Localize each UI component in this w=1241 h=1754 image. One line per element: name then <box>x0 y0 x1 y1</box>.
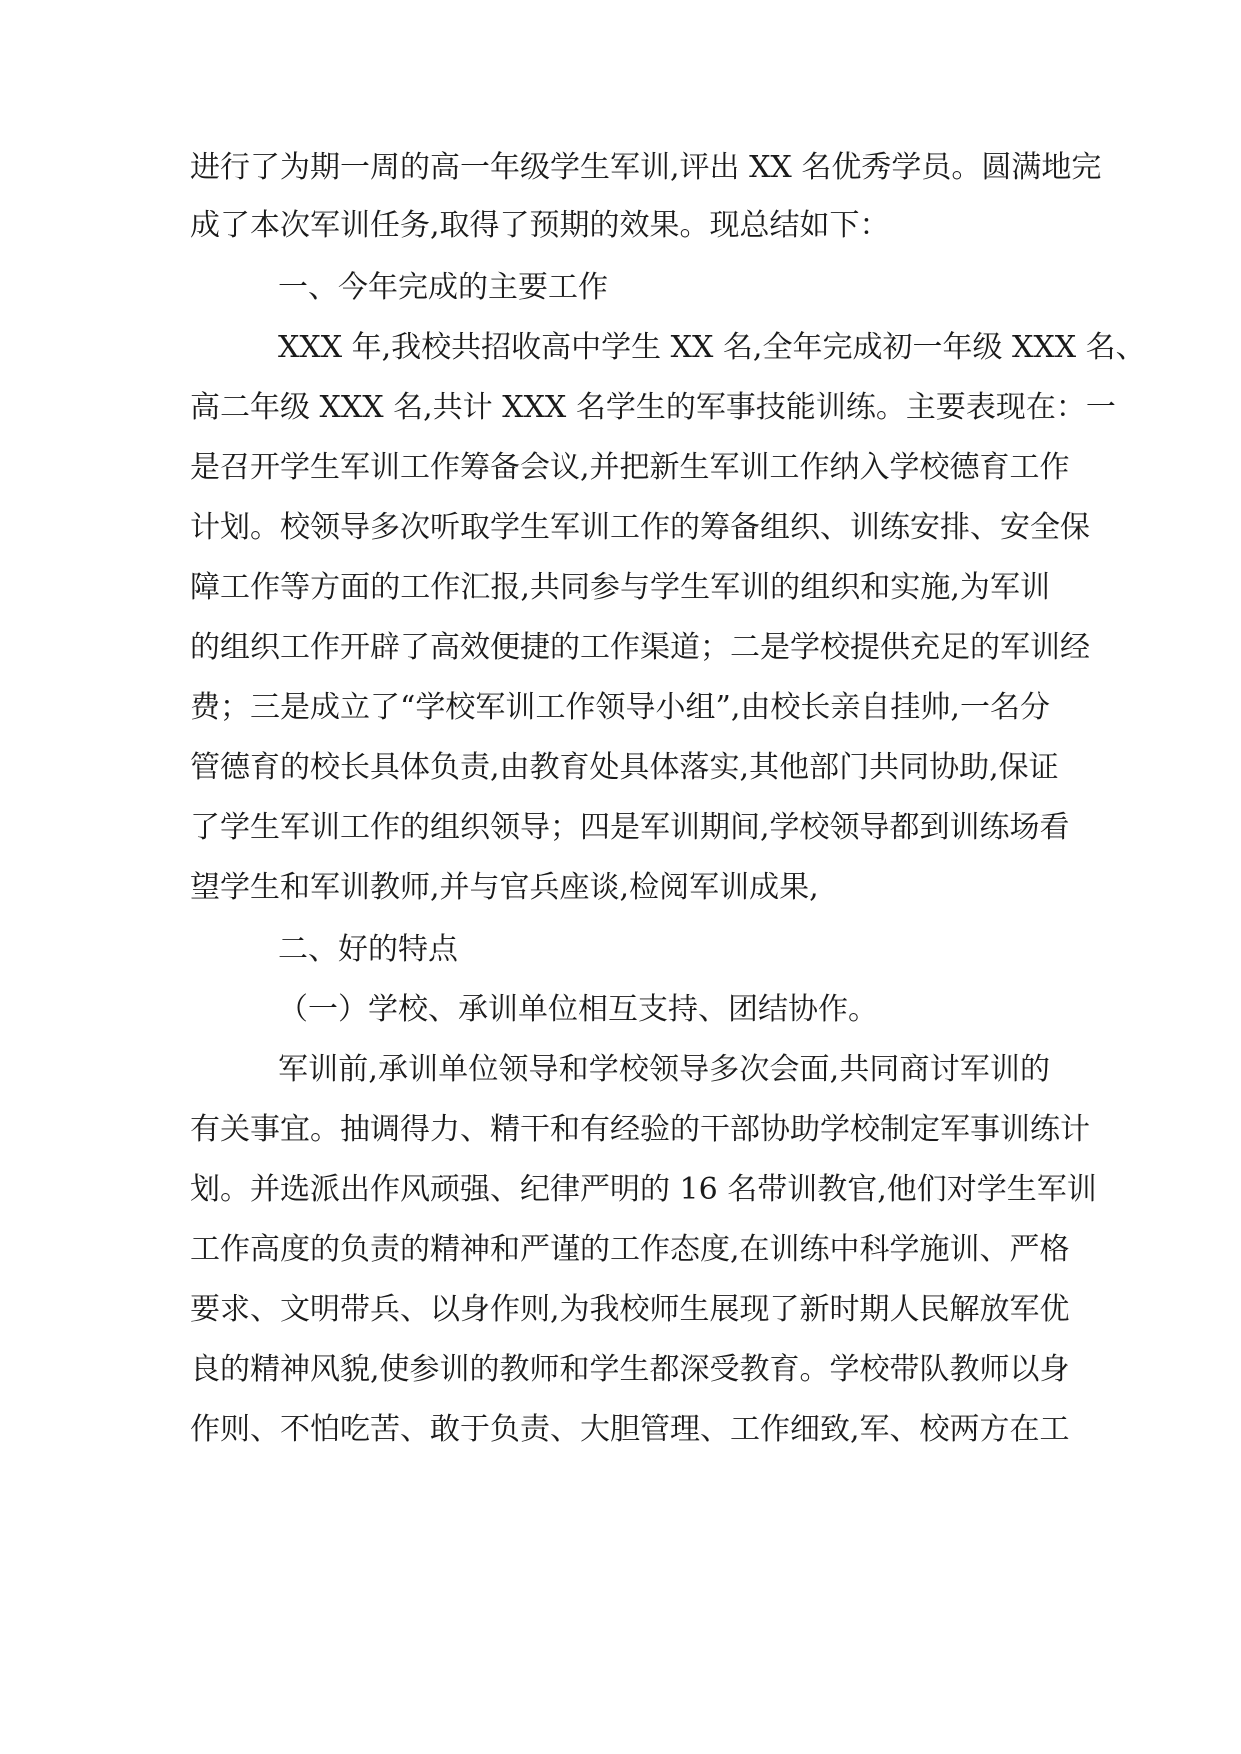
paragraph-line: 良的精神风貌,使参训的教师和学生都深受教育。学校带队教师以身 <box>190 1352 1070 1387</box>
paragraph-line: 进行了为期一周的高一年级学生军训,评出 XX 名优秀学员。圆满地完 <box>190 150 1102 185</box>
paragraph-line: XXX 年,我校共招收高中学生 XX 名,全年完成初一年级 XXX 名、 <box>278 330 1146 365</box>
subsection-heading: （一）学校、承训单位相互支持、团结协作。 <box>278 992 878 1027</box>
paragraph-line: 了学生军训工作的组织领导；四是军训期间,学校领导都到训练场看 <box>190 810 1070 845</box>
paragraph-line: 是召开学生军训工作筹备会议,并把新生军训工作纳入学校德育工作 <box>190 450 1070 485</box>
paragraph-line: 作则、不怕吃苦、敢于负责、大胆管理、工作细致,军、校两方在工 <box>190 1412 1070 1447</box>
paragraph-line: 有关事宜。抽调得力、精干和有经验的干部协助学校制定军事训练计 <box>190 1112 1090 1147</box>
paragraph-line: 要求、文明带兵、以身作则,为我校师生展现了新时期人民解放军优 <box>190 1292 1070 1327</box>
paragraph-line: 望学生和军训教师,并与官兵座谈,检阅军训成果, <box>190 870 819 905</box>
section-heading: 一、今年完成的主要工作 <box>278 270 608 305</box>
paragraph-line: 工作高度的负责的精神和严谨的工作态度,在训练中科学施训、严格 <box>190 1232 1070 1267</box>
paragraph-line: 管德育的校长具体负责,由教育处具体落实,其他部门共同协助,保证 <box>190 750 1059 785</box>
paragraph-line: 费；三是成立了“学校军训工作领导小组”,由校长亲自挂帅,一名分 <box>190 690 1050 725</box>
paragraph-line: 的组织工作开辟了高效便捷的工作渠道；二是学校提供充足的军训经 <box>190 630 1090 665</box>
paragraph-line: 高二年级 XXX 名,共计 XXX 名学生的军事技能训练。主要表现在：一 <box>190 390 1116 425</box>
section-heading: 二、好的特点 <box>278 932 458 967</box>
paragraph-line: 军训前,承训单位领导和学校领导多次会面,共同商讨军训的 <box>278 1052 1050 1087</box>
paragraph-line: 障工作等方面的工作汇报,共同参与学生军训的组织和实施,为军训 <box>190 570 1050 605</box>
paragraph-line: 划。并选派出作风顽强、纪律严明的 16 名带训教官,他们对学生军训 <box>190 1172 1097 1207</box>
paragraph-line: 成了本次军训任务,取得了预期的效果。现总结如下： <box>190 208 890 243</box>
paragraph-line: 计划。校领导多次听取学生军训工作的筹备组织、训练安排、安全保 <box>190 510 1090 545</box>
